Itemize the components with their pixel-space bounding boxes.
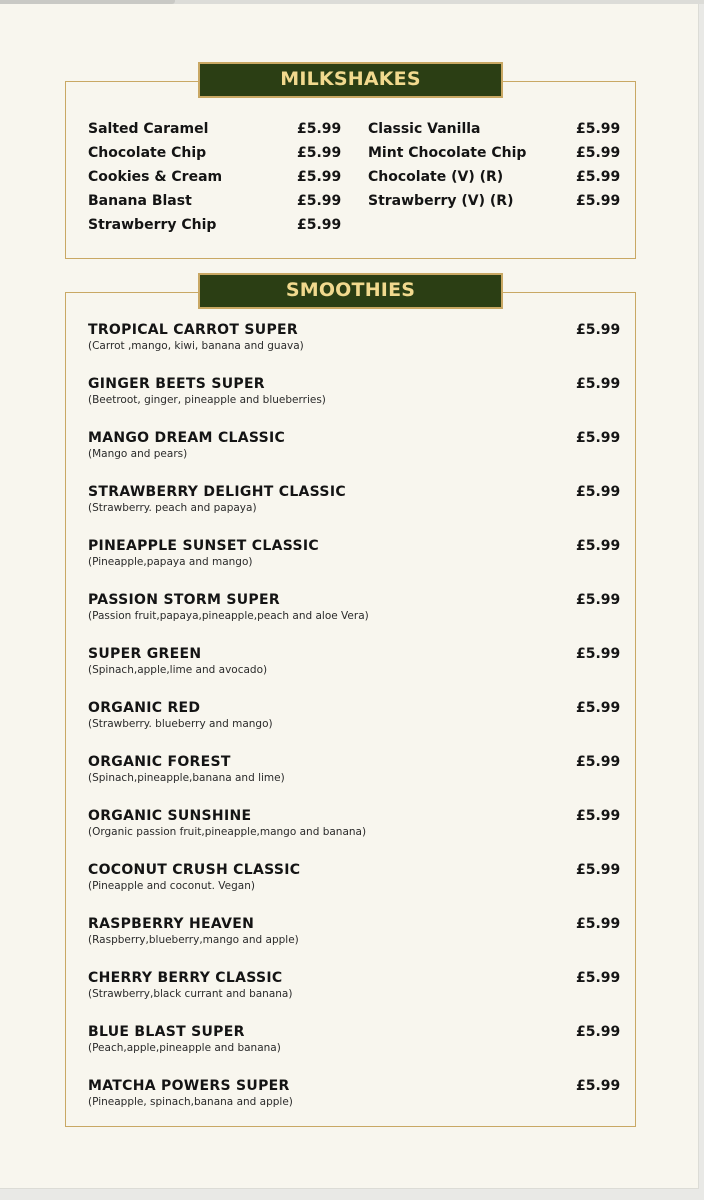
smoothie-price: £5.99: [576, 646, 621, 662]
milkshake-item-price: £5.99: [297, 217, 342, 233]
smoothie-ingredients: (Pineapple, spinach,banana and apple): [88, 1096, 293, 1108]
smoothie-ingredients: (Organic passion fruit,pineapple,mango and banana): [88, 826, 367, 838]
smoothie-name: MANGO DREAM CLASSIC: [88, 430, 286, 446]
smoothie-ingredients: (Carrot ,mango, kiwi, banana and guava): [88, 340, 304, 352]
milkshake-item-name: Chocolate (V) (R): [368, 169, 504, 185]
smoothie-ingredients: (Spinach,pineapple,banana and lime): [88, 772, 285, 784]
smoothie-name: PINEAPPLE SUNSET CLASSIC: [88, 538, 319, 554]
milkshake-item-name: Salted Caramel: [88, 121, 209, 137]
milkshake-item-price: £5.99: [576, 193, 621, 209]
smoothie-ingredients: (Pineapple and coconut. Vegan): [88, 880, 255, 892]
smoothie-ingredients: (Strawberry. blueberry and mango): [88, 718, 273, 730]
smoothie-price: £5.99: [576, 700, 621, 716]
smoothie-ingredients: (Beetroot, ginger, pineapple and blueberries): [88, 394, 326, 406]
milkshake-item-name: Banana Blast: [88, 193, 192, 209]
smoothie-name: COCONUT CRUSH CLASSIC: [88, 862, 301, 878]
smoothie-ingredients: (Strawberry,black currant and banana): [88, 988, 293, 1000]
milkshake-item-price: £5.99: [297, 121, 342, 137]
smoothie-name: MATCHA POWERS SUPER: [88, 1078, 290, 1094]
smoothie-ingredients: (Peach,apple,pineapple and banana): [88, 1042, 281, 1054]
smoothie-price: £5.99: [576, 484, 621, 500]
smoothie-ingredients: (Pineapple,papaya and mango): [88, 556, 253, 568]
smoothie-name: ORGANIC FOREST: [88, 754, 231, 770]
smoothie-name: CHERRY BERRY CLASSIC: [88, 970, 283, 986]
smoothie-price: £5.99: [576, 430, 621, 446]
milkshake-item-price: £5.99: [297, 145, 342, 161]
milkshake-item-name: Strawberry Chip: [88, 217, 217, 233]
milkshakes-banner: MILKSHAKES: [198, 62, 503, 98]
milkshake-item-price: £5.99: [297, 193, 342, 209]
milkshake-item-name: Classic Vanilla: [368, 121, 481, 137]
smoothie-name: TROPICAL CARROT SUPER: [88, 322, 298, 338]
smoothie-name: GINGER BEETS SUPER: [88, 376, 265, 392]
smoothie-price: £5.99: [576, 538, 621, 554]
smoothie-price: £5.99: [576, 754, 621, 770]
milkshake-item-price: £5.99: [576, 145, 621, 161]
smoothie-name: ORGANIC SUNSHINE: [88, 808, 252, 824]
milkshake-item-price: £5.99: [576, 169, 621, 185]
smoothie-name: SUPER GREEN: [88, 646, 202, 662]
smoothies-banner: SMOOTHIES: [198, 273, 503, 309]
milkshake-item-name: Chocolate Chip: [88, 145, 207, 161]
milkshake-item-name: Mint Chocolate Chip: [368, 145, 527, 161]
smoothie-name: RASPBERRY HEAVEN: [88, 916, 255, 932]
smoothie-price: £5.99: [576, 592, 621, 608]
smoothie-ingredients: (Strawberry. peach and papaya): [88, 502, 257, 514]
smoothie-name: STRAWBERRY DELIGHT CLASSIC: [88, 484, 346, 500]
smoothie-name: BLUE BLAST SUPER: [88, 1024, 245, 1040]
smoothie-price: £5.99: [576, 916, 621, 932]
milkshake-item-price: £5.99: [297, 169, 342, 185]
smoothie-price: £5.99: [576, 862, 621, 878]
smoothie-name: ORGANIC RED: [88, 700, 201, 716]
milkshake-item-name: Strawberry (V) (R): [368, 193, 514, 209]
smoothie-price: £5.99: [576, 970, 621, 986]
smoothie-name: PASSION STORM SUPER: [88, 592, 280, 608]
milkshake-item-price: £5.99: [576, 121, 621, 137]
smoothie-ingredients: (Spinach,apple,lime and avocado): [88, 664, 268, 676]
smoothie-ingredients: (Passion fruit,papaya,pineapple,peach and aloe Vera): [88, 610, 369, 622]
smoothie-price: £5.99: [576, 1078, 621, 1094]
smoothie-price: £5.99: [576, 1024, 621, 1040]
smoothie-price: £5.99: [576, 322, 621, 338]
smoothie-ingredients: (Mango and pears): [88, 448, 188, 460]
milkshake-item-name: Cookies & Cream: [88, 169, 223, 185]
smoothie-price: £5.99: [576, 808, 621, 824]
smoothie-price: £5.99: [576, 376, 621, 392]
smoothie-ingredients: (Raspberry,blueberry,mango and apple): [88, 934, 299, 946]
